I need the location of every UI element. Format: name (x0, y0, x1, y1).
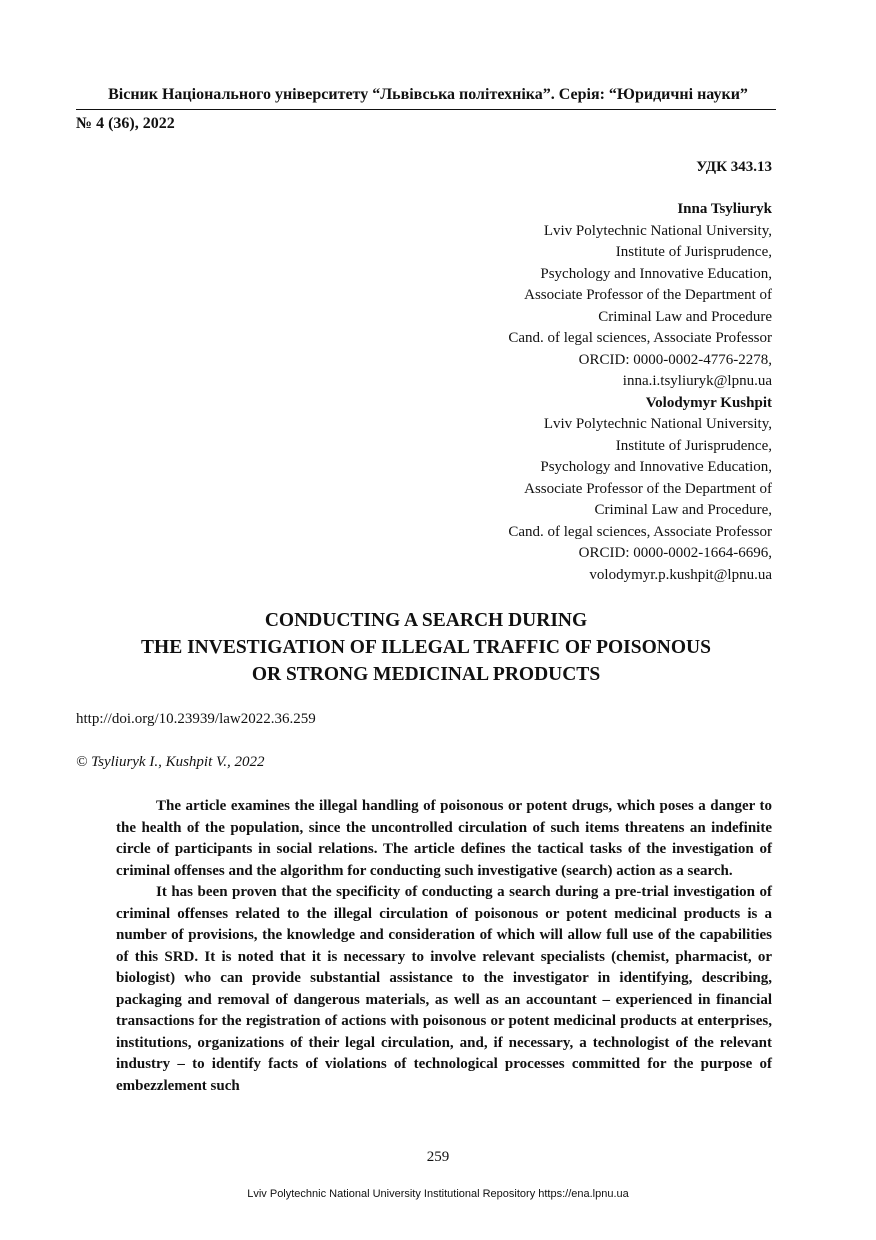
author-affiliation-line: Psychology and Innovative Education, (540, 459, 772, 475)
copyright-notice: © Tsyliuryk I., Kushpit V., 2022 (76, 754, 265, 770)
author-degree: Cand. of legal sciences, Associate Professor (508, 523, 772, 540)
title-line: CONDUCTING A SEARCH DURING (264, 610, 588, 631)
author-email: inna.i.tsyliuryk@lpnu.ua (622, 373, 772, 389)
author-affiliation-line: Associate Professor of the Department of (524, 287, 772, 303)
author-degree: Cand. of legal sciences, Associate Professor (508, 330, 772, 346)
author-affiliation-line: Psychology and Innovative Education, (540, 265, 772, 282)
page-number: 259 (426, 1149, 450, 1165)
author-affiliation-line: Criminal Law and Procedure (598, 308, 772, 325)
doi-link[interactable]: http://doi.org/10.23939/law2022.36.259 (76, 711, 316, 727)
title-line: THE INVESTIGATION OF ILLEGAL TRAFFIC OF POISONOUS (141, 637, 711, 658)
abstract (116, 796, 772, 1097)
author-affiliation-line: Institute of Jurisprudence, (615, 437, 772, 454)
author-name: Volodymyr Kushpit (645, 394, 772, 411)
author-affiliation-line: Institute of Jurisprudence, (615, 244, 772, 260)
author-2 (352, 393, 772, 587)
author-orcid: ORCID: 0000-0002-1664-6696, (578, 545, 772, 561)
authors-block (352, 199, 772, 586)
author-affiliation-line: Associate Professor of the Department of (524, 480, 772, 497)
repository-footer: Lviv Polytechnic National University Institutional Repository https://ena.lpnu.ua (247, 1188, 629, 1200)
title-line: OR STRONG MEDICINAL PRODUCTS (251, 664, 601, 685)
udc-code: УДК 343.13 (696, 159, 772, 175)
author-email: volodymyr.p.kushpit@lpnu.ua (589, 566, 772, 583)
article-title (76, 607, 776, 688)
journal-title: Вісник Національного університету “Львівська політехніка”. Серія: “Юридичні науки” (108, 86, 748, 103)
abstract-paragraph: It has been proven that the specificity of conducting a search during a pre-trial investigation of criminal offenses related to the illegal circulation of poisonous or potent medicinal products is a number of provisions, the knowledge and consideration of which will allow full use of the capabilities of this SRD. It is noted that it is necessary to involve relevant specialists (chemist, pharmacist, or biologist) who can provide substantial assistance to the investigator in identifying, describing, packaging and removal of dangerous materials, as well as an accountant – experienced in financial transactions for the registration of actions with poisonous or potent medicinal products at enterprises, institutions, organizations of their legal circulation, and, if necessary, a technologist of the relevant industry – to identify facts of violations of technological processes committed for the purpose of embezzlement such (116, 884, 772, 1094)
journal-header (76, 84, 776, 135)
author-orcid: ORCID: 0000-0002-4776-2278, (578, 351, 772, 368)
author-affiliation-line: Lviv Polytechnic National University, (543, 416, 772, 432)
issue-number: № 4 (36), 2022 (76, 115, 175, 132)
author-name: Inna Tsyliuryk (677, 201, 772, 217)
header-divider (76, 109, 776, 110)
author-1 (352, 199, 772, 393)
author-affiliation-line: Lviv Polytechnic National University, (543, 222, 772, 239)
author-affiliation-line: Criminal Law and Procedure, (594, 502, 772, 518)
abstract-paragraph: The article examines the illegal handling of poisonous or potent drugs, which poses a danger to the health of the population, since the uncontrolled circulation of such items threatens an indefinite circle of participants in social relations. The article defines the tactical tasks of the investigation of criminal offenses and the algorithm for conducting such investigative (search) action as a search. (116, 798, 772, 879)
